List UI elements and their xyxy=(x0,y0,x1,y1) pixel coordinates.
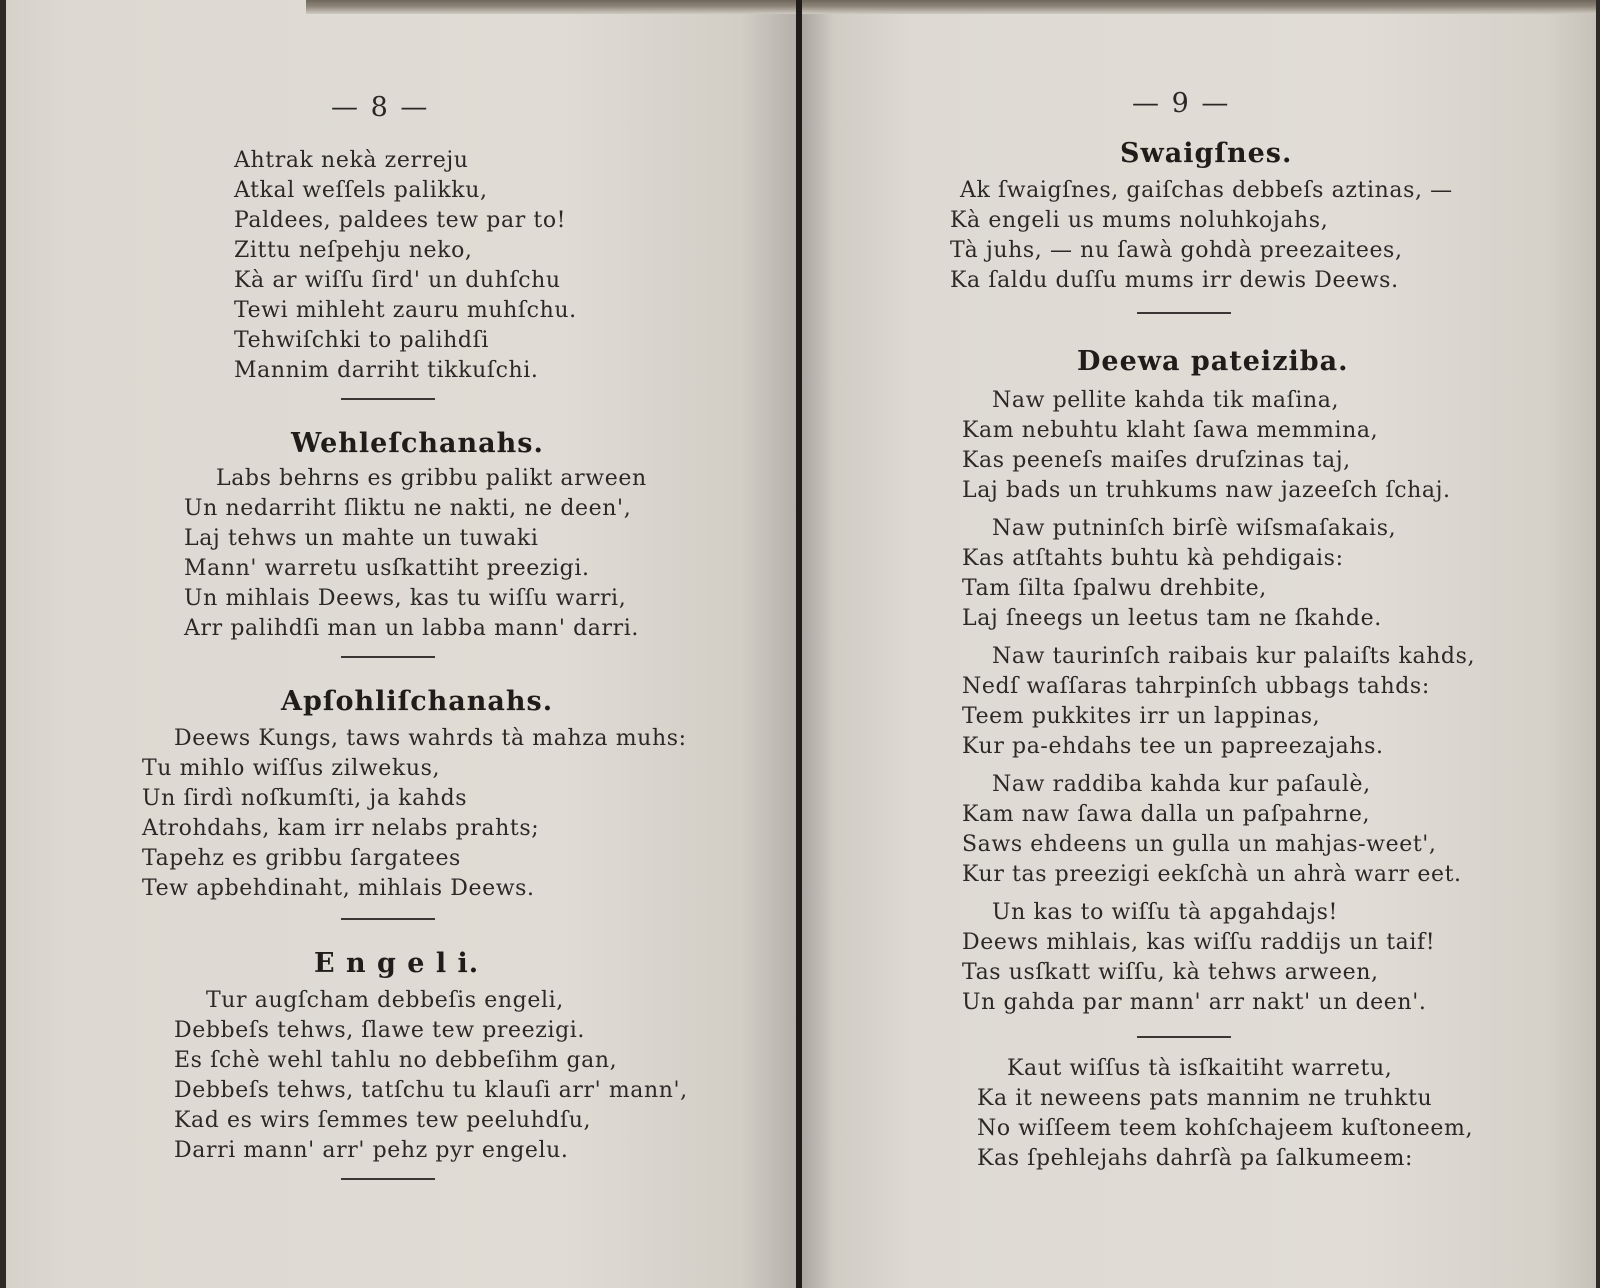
verse-line: Tehwiſchki to palihdſi xyxy=(234,328,489,353)
verse-line: No wiſſeem teem kohſchajeem kuſtoneem, xyxy=(977,1116,1474,1141)
left-page xyxy=(6,0,796,1288)
verse-line: Kas ſpehlejahs dahrſà pa ſalkumeem: xyxy=(977,1146,1413,1171)
verse-line: Laj ſneegs un leetus tam ne ſkahde. xyxy=(962,606,1382,631)
verse-line: Kur tas preezigi eekſchà un ahrà warr eet. xyxy=(962,862,1462,887)
page-top-edge xyxy=(306,0,796,14)
verse-line: Tewi mihleht zauru muhſchu. xyxy=(234,298,577,323)
verse-line: Kas atſtahts buhtu kà pehdigais: xyxy=(962,546,1344,571)
section-divider xyxy=(341,918,435,920)
verse-line: Mannim darriht tikkuſchi. xyxy=(234,358,539,383)
poem-title: Apſohliſchanahs. xyxy=(281,686,554,717)
verse-line: Debbeſs tehws, tatſchu tu klauſi arr' mann', xyxy=(174,1078,688,1103)
verse-line: Kad es wirs ſemmes tew peeluhdſu, xyxy=(174,1108,592,1133)
verse-line: Un kas to wiſſu tà apgahdajs! xyxy=(992,900,1338,925)
verse-line: Tapehz es gribbu ſargatees xyxy=(142,846,461,871)
verse-line: Ka ſaldu duſſu mums irr dewis Deews. xyxy=(950,268,1399,293)
verse-line: Naw raddiba kahda kur paſaulè, xyxy=(992,772,1371,797)
page-number: — 9 — xyxy=(1132,88,1231,119)
verse-line: Tu mihlo wiſſus zilwekus, xyxy=(142,756,441,781)
poem-title: E n g e l i. xyxy=(314,948,480,979)
verse-line: Kam naw ſawa dalla un paſpahrne, xyxy=(962,802,1371,827)
section-divider xyxy=(341,1178,435,1180)
poem-title: Wehleſchanahs. xyxy=(291,428,544,459)
verse-line: Un mihlais Deews, kas tu wiſſu warri, xyxy=(184,586,627,611)
verse-line: Ak ſwaigſnes, gaiſchas debbeſs aztinas, — xyxy=(960,178,1453,203)
section-divider xyxy=(1137,1036,1231,1038)
right-page xyxy=(802,0,1596,1288)
verse-line: Mann' warretu usſkattiht preezigi. xyxy=(184,556,590,581)
verse-line: Es ſchè wehl tahlu no debbeſihm gan, xyxy=(174,1048,618,1073)
verse-line: Un nedarriht ſliktu ne nakti, ne deen', xyxy=(184,496,632,521)
verse-line: Ahtrak nekà zerreju xyxy=(234,148,469,173)
verse-line: Laj bads un truhkums naw jazeeſch ſchaj. xyxy=(962,478,1451,503)
verse-line: Darri mann' arr' pehz pyr engelu. xyxy=(174,1138,569,1163)
verse-line: Arr palihdſi man un labba mann' darri. xyxy=(184,616,639,641)
verse-line: Deews Kungs, taws wahrds tà mahza muhs: xyxy=(174,726,687,751)
verse-line: Kà ar wiſſu ſird' un duhſchu xyxy=(234,268,561,293)
section-divider xyxy=(1137,312,1231,314)
verse-line: Naw taurinſch raibais kur palaiſts kahds, xyxy=(992,644,1476,669)
verse-line: Saws ehdeens un gulla un mahjas-weet', xyxy=(962,832,1437,857)
verse-line: Debbeſs tehws, ſlawe tew preezigi. xyxy=(174,1018,586,1043)
verse-line: Tam ſilta ſpalwu drehbite, xyxy=(962,576,1267,601)
verse-line: Tur augſcham debbeſis engeli, xyxy=(206,988,564,1013)
verse-line: Naw putninſch birſè wiſsmaſakais, xyxy=(992,516,1397,541)
poem-title: Deewa pateiziba. xyxy=(1077,346,1349,377)
section-divider xyxy=(341,656,435,658)
verse-line: Un gahda par mann' arr nakt' un deen'. xyxy=(962,990,1427,1015)
verse-line: Teem pukkites irr un lappinas, xyxy=(962,704,1321,729)
page-top-edge xyxy=(802,0,1596,14)
verse-line: Un ſirdì noſkumſti, ja kahds xyxy=(142,786,468,811)
verse-line: Kur pa-ehdahs tee un papreezajahs. xyxy=(962,734,1384,759)
verse-line: Labs behrns es gribbu palikt arween xyxy=(216,466,647,491)
verse-line: Zittu neſpehju neko, xyxy=(234,238,473,263)
verse-line: Tà juhs, — nu ſawà gohdà preezaitees, xyxy=(950,238,1403,263)
verse-line: Atkal weſſels palikku, xyxy=(234,178,488,203)
verse-line: Nedſ waſſaras tahrpinſch ubbags tahds: xyxy=(962,674,1430,699)
section-divider xyxy=(341,398,435,400)
verse-line: Tas usſkatt wiſſu, kà tehws arween, xyxy=(962,960,1379,985)
verse-line: Tew apbehdinaht, mihlais Deews. xyxy=(142,876,535,901)
verse-line: Ka it neweens pats mannim ne truhktu xyxy=(977,1086,1433,1111)
verse-line: Laj tehws un mahte un tuwaki xyxy=(184,526,539,551)
poem-title: Swaigſnes. xyxy=(1120,138,1293,169)
verse-line: Kas peeneſs maiſes druſzinas taj, xyxy=(962,448,1351,473)
verse-line: Deews mihlais, kas wiſſu raddijs un taif! xyxy=(962,930,1436,955)
verse-line: Kà engeli us mums noluhkojahs, xyxy=(950,208,1329,233)
verse-line: Kam nebuhtu klaht ſawa memmina, xyxy=(962,418,1379,443)
page-number: — 8 — xyxy=(331,92,430,123)
verse-line: Naw pellite kahda tik maſina, xyxy=(992,388,1340,413)
verse-line: Paldees, paldees tew par to! xyxy=(234,208,567,233)
verse-line: Kaut wiſſus tà isſkaitiht warretu, xyxy=(1007,1056,1393,1081)
verse-line: Atrohdahs, kam irr nelabs prahts; xyxy=(142,816,540,841)
